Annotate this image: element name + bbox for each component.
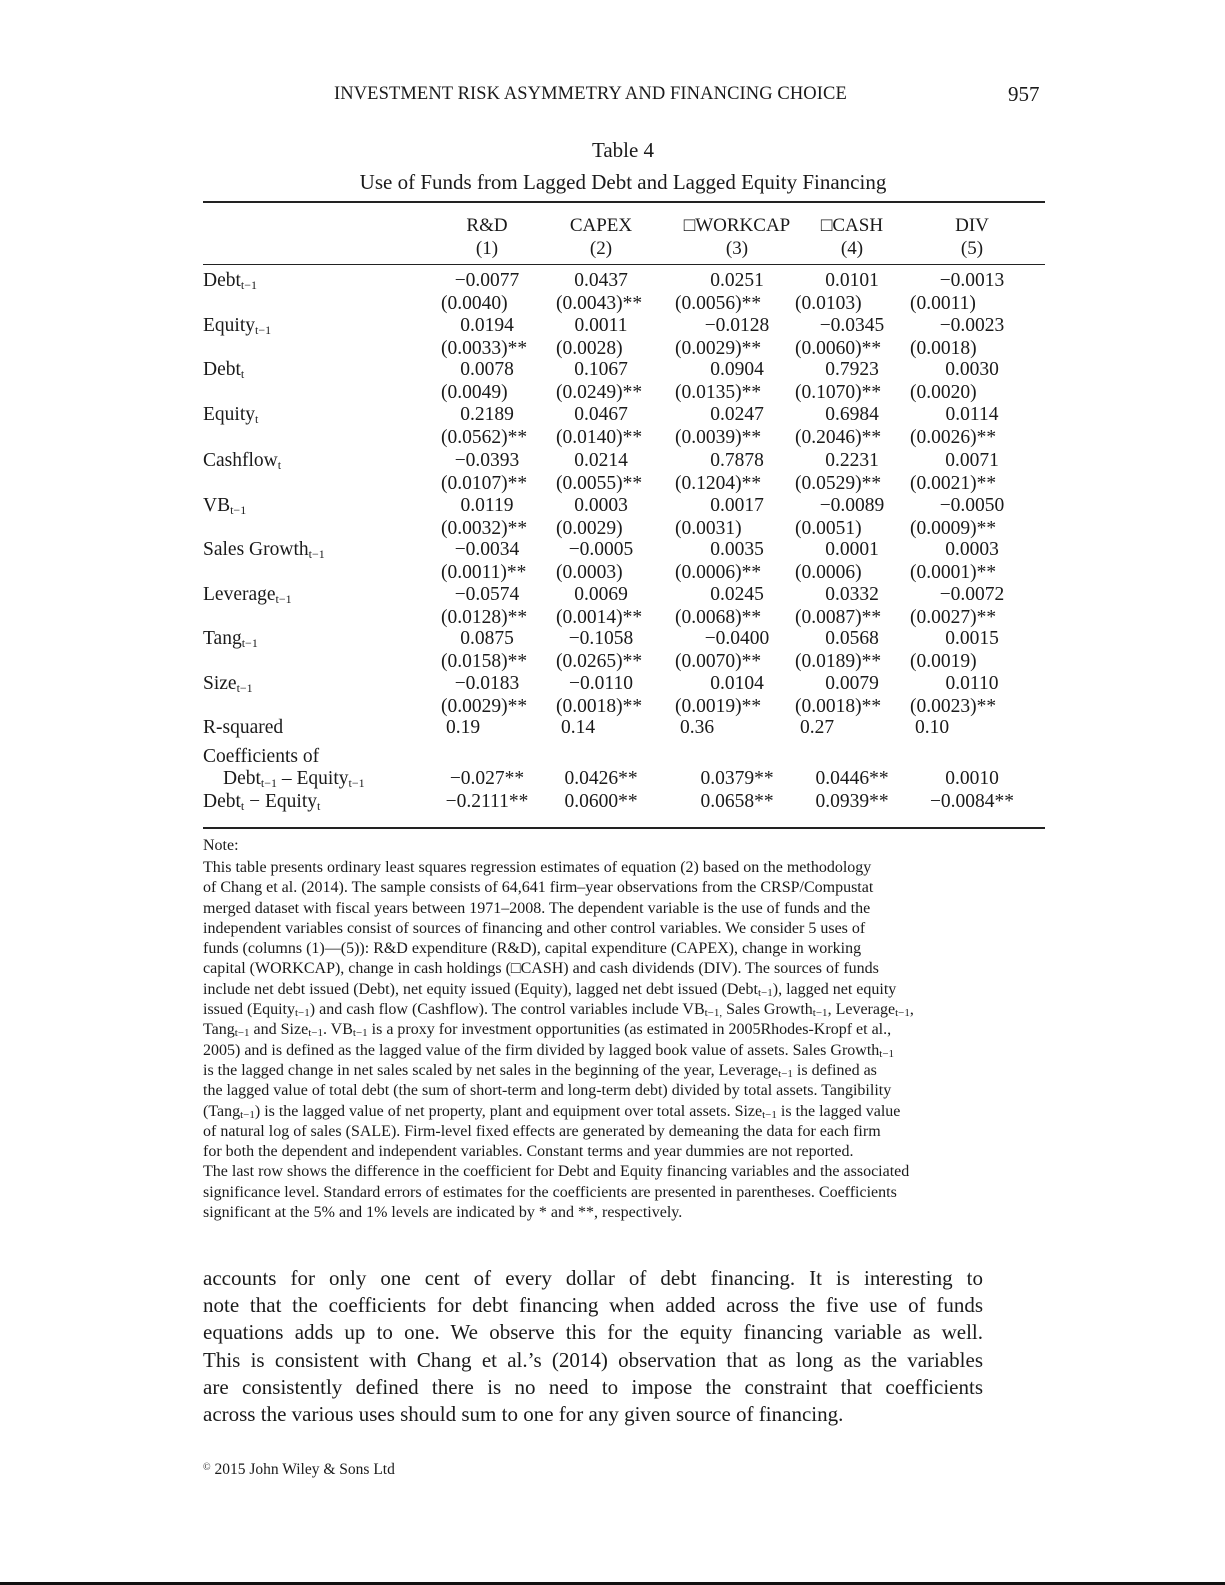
body-paragraph	[203, 1265, 983, 1428]
row-label: Sales Growth$_{t-1}$	[203, 539, 325, 561]
std-error-cell: (0.0018)**	[795, 696, 882, 717]
note-line: is the lagged change in net sales scaled by net sales in the beginning of the year, Leverage$_{t-1}$ is defined as	[203, 1061, 877, 1080]
diff-lagged-row-label: Debt$_{t-1}$ – Equity$_{t-1}$	[223, 768, 365, 790]
std-error-cell: (0.0562)**	[441, 427, 528, 448]
row-label: Cashflow$_t$	[203, 450, 282, 472]
subscript: t−1	[895, 1007, 910, 1020]
coefficient-cell: 0.6984	[825, 404, 879, 425]
coefficient-cell: 0.0568	[825, 628, 879, 649]
column-number: (5)	[960, 238, 984, 259]
note-line: significance level. Standard errors of estimates for the coefficients are presented in parentheses. Coefficients	[203, 1183, 897, 1201]
note-line: (Tang$_{t-1}$) is the lagged value of net property, plant and equipment over total assets. Size$_{t-1}$ is the lagged value	[203, 1102, 901, 1121]
note-line: significant at the 5% and 1% levels are indicated by * and **, respectively.	[203, 1204, 683, 1222]
std-error-cell: (0.0021)**	[910, 473, 997, 494]
diff-lagged-row-cell: 0.0379**	[700, 768, 774, 789]
coefficient-cell: 0.0875	[460, 628, 514, 649]
note-line: This table presents ordinary least squares regression estimates of equation (2) based on the methodology	[203, 859, 872, 876]
coefficients-of-label: Coefficients of	[203, 746, 320, 767]
table-bottom-rule	[203, 827, 1045, 829]
std-error-cell: (0.0158)**	[441, 651, 528, 672]
coefficient-cell: 0.2189	[460, 404, 514, 425]
std-error-cell: (0.0027)**	[910, 607, 997, 628]
diff-current-row-cell: 0.0939**	[815, 791, 889, 812]
std-error-cell: (0.0028)	[556, 338, 623, 359]
coefficient-cell: −0.0183	[454, 673, 520, 694]
coefficient-cell: 0.1067	[574, 359, 628, 380]
coefficient-cell: 0.0904	[710, 359, 764, 380]
std-error-cell: (0.0029)	[556, 518, 623, 539]
copyright-footer	[203, 1461, 395, 1479]
diff-current-row-cell: −0.0084**	[929, 791, 1015, 812]
note-line: for both the dependent and independent variables. Constant terms and year dummies are not reported.	[203, 1143, 854, 1161]
std-error-cell: (0.0140)**	[556, 427, 643, 448]
subscript: t−1	[260, 776, 278, 790]
diff-current-row-label: Debt$_t$ − Equity$_t$	[203, 791, 321, 813]
coefficient-cell: 0.0437	[574, 270, 628, 291]
std-error-cell: (0.0006)**	[675, 562, 762, 583]
note-line: capital (WORKCAP), change in cash holdings (□CASH) and cash dividends (DIV). The sources of funds	[203, 960, 879, 978]
coefficient-cell: 0.0003	[574, 495, 628, 516]
std-error-cell: (0.0023)**	[910, 696, 997, 717]
column-header	[902, 214, 1042, 260]
std-error-cell: (0.0265)**	[556, 651, 643, 672]
std-error-cell: (0.0087)**	[795, 607, 882, 628]
table-top-rule	[203, 201, 1045, 203]
row-label-subscript: t−1	[236, 681, 253, 695]
coefficient-cell: −0.0072	[939, 584, 1005, 605]
subscript: t−1	[762, 1108, 777, 1121]
coefficient-cell: 0.0030	[945, 359, 999, 380]
row-label-subscript: t−1	[255, 323, 272, 337]
diff-lagged-row-cell: 0.0446**	[815, 768, 889, 789]
coefficient-cell: −0.0034	[454, 539, 520, 560]
subscript: t−1,	[704, 1007, 723, 1020]
diff-lagged-row-cell: −0.027**	[449, 768, 525, 789]
row-label-subscript: t−1	[241, 636, 258, 650]
row-label: Tang$_{t-1}$	[203, 628, 258, 650]
body-line: are consistently defined there is no need to impose the constraint that coefficients	[203, 1374, 983, 1399]
note-line: merged dataset with fiscal years between 1971–2008. The dependent variable is the use of funds and the	[203, 899, 871, 917]
row-label: Equity$_{t-1}$	[203, 315, 272, 337]
coefficient-cell: −0.0574	[454, 584, 520, 605]
subscript: t−1	[757, 986, 773, 999]
coefficient-cell: 0.0214	[574, 450, 628, 471]
std-error-cell: (0.0019)**	[675, 696, 762, 717]
body-line: note that the coefficients for debt financing when added across the five use of funds	[203, 1293, 983, 1318]
copyright-symbol: ©	[203, 1462, 211, 1473]
std-error-cell: (0.0020)	[910, 382, 977, 403]
coefficient-cell: 0.0011	[574, 315, 628, 336]
row-label: Equity$_t$	[203, 404, 259, 426]
running-header	[0, 84, 1225, 110]
std-error-cell: (0.0018)	[910, 338, 977, 359]
std-error-cell: (0.0019)	[910, 651, 977, 672]
std-error-cell: (0.0032)**	[441, 518, 528, 539]
table-number: Table 4	[591, 138, 655, 162]
coefficient-cell: −0.0345	[819, 315, 885, 336]
subscript: t−1	[240, 1108, 255, 1121]
body-line: across the various uses should sum to one for any given source of financing.	[203, 1401, 844, 1426]
r-squared-cell: 0.10	[915, 717, 950, 738]
std-error-cell: (0.0006)	[795, 562, 862, 583]
column-name: □WORKCAP	[683, 215, 791, 236]
coefficient-cell: −0.0005	[568, 539, 634, 560]
coefficient-cell: 0.0069	[574, 584, 628, 605]
subscript: t−1	[778, 1067, 793, 1080]
column-header	[782, 214, 922, 260]
std-error-cell: (0.0070)**	[675, 651, 762, 672]
std-error-cell: (0.0011)**	[441, 562, 527, 583]
note-line: independent variables consist of sources of financing and other control variables. We consider 5 uses of	[203, 919, 866, 937]
row-label-subscript: t	[277, 458, 282, 472]
note-line: Tang$_{t-1}$ and Size$_{t-1}$. $VB_{t-1}$ is a proxy for investment opportunities (as estimated in 2005Rhodes-Kropf et al.,	[203, 1021, 892, 1040]
row-label: Debt$_t$	[203, 359, 245, 381]
note-line: of natural log of sales (SALE). Firm-level fixed effects are generated by demeaning the data for each firm	[203, 1122, 881, 1140]
table-note	[203, 858, 1003, 1223]
coefficient-cell: −0.0128	[704, 315, 770, 336]
row-label-subscript: t−1	[230, 503, 247, 517]
column-name: DIV	[955, 215, 989, 236]
std-error-cell: (0.0033)**	[441, 338, 528, 359]
std-error-cell: (0.0103)	[795, 293, 862, 314]
r-squared-cell: 0.36	[680, 717, 715, 738]
std-error-cell: (0.0029)**	[675, 338, 762, 359]
row-label-subscript: t−1	[308, 547, 325, 561]
std-error-cell: (0.0055)**	[556, 473, 643, 494]
std-error-cell: (0.0128)**	[441, 607, 528, 628]
row-label-subscript: t−1	[275, 592, 292, 606]
std-error-cell: (0.0039)**	[675, 427, 762, 448]
std-error-cell: (0.0249)**	[556, 382, 643, 403]
coefficient-cell: 0.0015	[945, 628, 999, 649]
running-title: INVESTMENT RISK ASYMMETRY AND FINANCING CHOICE	[334, 84, 847, 104]
coefficient-cell: −0.0400	[704, 628, 770, 649]
std-error-cell: (0.0001)**	[910, 562, 997, 583]
std-error-cell: (0.0026)**	[910, 427, 997, 448]
coefficient-cell: 0.0104	[710, 673, 764, 694]
r-squared-cell: 0.19	[446, 717, 481, 738]
coefficient-cell: 0.7923	[825, 359, 879, 380]
subscript: t−1	[812, 1007, 828, 1020]
coefficient-cell: 0.0332	[825, 584, 879, 605]
coefficient-cell: −0.1058	[568, 628, 634, 649]
coefficient-cell: −0.0089	[819, 495, 885, 516]
std-error-cell: (0.0051)	[795, 518, 862, 539]
std-error-cell: (0.0009)**	[910, 518, 997, 539]
coefficient-cell: 0.0245	[710, 584, 764, 605]
row-label-subscript: t	[240, 367, 245, 381]
column-number: (3)	[725, 238, 749, 259]
coefficient-cell: 0.0194	[460, 315, 514, 336]
row-label: Leverage$_{t-1}$	[203, 584, 292, 606]
diff-current-row-cell: 0.0600**	[564, 791, 638, 812]
note-line: issued (Equity$_{t-1}$) and cash flow (Cashflow). The control variables include $VB_{t-1,}$ Sales Growth$_{t-1}$, Leverage$_{t-1}$,	[203, 1001, 914, 1020]
coefficient-cell: −0.0013	[939, 270, 1005, 291]
std-error-cell: (0.0135)**	[675, 382, 762, 403]
coefficient-cell: −0.0110	[569, 673, 633, 694]
subscript: t−1	[352, 1027, 368, 1040]
coefficient-cell: −0.0023	[939, 315, 1005, 336]
std-error-cell: (0.0031)	[675, 518, 742, 539]
coefficient-cell: −0.0393	[454, 450, 520, 471]
note-line: The last row shows the difference in the coefficient for Debt and Equity financing variables and the associated	[203, 1163, 910, 1181]
body-line: accounts for only one cent of every dollar of debt financing. It is interesting to	[203, 1266, 983, 1290]
coefficient-cell: −0.0077	[454, 270, 520, 291]
coefficient-cell: 0.2231	[825, 450, 879, 471]
diff-current-row-cell: 0.0658**	[700, 791, 774, 812]
note-line: of Chang et al. (2014). The sample consists of 64,641 firm–year observations from the CRSP/Compustat	[203, 879, 874, 897]
std-error-cell: (0.0056)**	[675, 293, 762, 314]
coefficient-cell: −0.0050	[939, 495, 1005, 516]
std-error-cell: (0.0043)**	[556, 293, 643, 314]
r-squared-cell: 0.14	[561, 717, 596, 738]
table-header-rule	[203, 264, 1045, 265]
r-squared-cell: 0.27	[800, 717, 835, 738]
column-name: □CASH	[820, 215, 884, 236]
std-error-cell: (0.0011)	[910, 293, 976, 314]
coefficient-cell: 0.0101	[825, 270, 879, 291]
std-error-cell: (0.1204)**	[675, 473, 762, 494]
diff-lagged-row-cell: 0.0426**	[564, 768, 638, 789]
r-squared-label: R-squared	[203, 717, 284, 738]
row-label: Debt$_{t-1}$	[203, 270, 258, 292]
subscript: t−1	[308, 1027, 323, 1040]
column-header	[531, 214, 671, 260]
std-error-cell: (0.0029)**	[441, 696, 528, 717]
column-number: (4)	[840, 238, 864, 259]
column-name: R&D	[466, 215, 508, 236]
std-error-cell: (0.0018)**	[556, 696, 643, 717]
std-error-cell: (0.0014)**	[556, 607, 643, 628]
std-error-cell: (0.0049)	[441, 382, 508, 403]
coefficient-cell: 0.0247	[710, 404, 764, 425]
row-label-subscript: t	[255, 412, 259, 426]
std-error-cell: (0.0040)	[441, 293, 508, 314]
coefficient-cell: 0.0035	[710, 539, 764, 560]
coefficient-cell: 0.0110	[945, 673, 999, 694]
coefficient-cell: 0.0003	[945, 539, 999, 560]
std-error-cell: (0.0068)**	[675, 607, 762, 628]
note-line: include net debt issued (Debt), net equity issued (Equity), lagged net debt issued (Debt$_{t-1}$), lagged net equity	[203, 980, 897, 999]
row-label: $VB_{t-1}$	[203, 495, 247, 517]
coefficient-cell: 0.0114	[945, 404, 999, 425]
table-title: Use of Funds from Lagged Debt and Lagged Equity Financing	[359, 170, 887, 194]
coefficient-cell: 0.0119	[460, 495, 514, 516]
coefficient-cell: 0.0467	[574, 404, 628, 425]
subscript: t−1	[295, 1007, 310, 1020]
subscript: t	[240, 799, 245, 813]
row-label: Size$_{t-1}$	[203, 673, 253, 695]
std-error-cell: (0.0189)**	[795, 651, 882, 672]
subscript: t−1	[879, 1047, 895, 1060]
std-error-cell: (0.0107)**	[441, 473, 528, 494]
body-line: This is consistent with Chang et al.’s (2014) observation that as long as the variables	[203, 1347, 983, 1372]
coefficient-cell: 0.0001	[825, 539, 879, 560]
std-error-cell: (0.0529)**	[795, 473, 882, 494]
note-line: 2005) and is defined as the lagged value of the firm divided by lagged book value of assets. Sales Growth$_{t-1}$	[203, 1041, 895, 1060]
std-error-cell: (0.2046)**	[795, 427, 882, 448]
diff-current-row-cell: −0.2111**	[445, 791, 529, 812]
body-line: equations adds up to one. We observe this for the equity financing variable as well.	[203, 1320, 983, 1345]
subscript: t	[317, 799, 321, 813]
copyright-text: 2015 John Wiley & Sons Ltd	[214, 1461, 395, 1478]
coefficient-cell: 0.0017	[710, 495, 764, 516]
std-error-cell: (0.0060)**	[795, 338, 882, 359]
coefficient-cell: 0.0079	[825, 673, 879, 694]
column-number: (1)	[475, 238, 499, 259]
subscript: t−1	[348, 776, 365, 790]
coefficient-cell: 0.7878	[710, 450, 764, 471]
note-line: funds (columns (1)—(5)): R&D expenditure (R&D), capital expenditure (CAPEX), change in working	[203, 940, 862, 958]
page-number: 957	[1008, 82, 1040, 106]
subscript: t−1	[234, 1027, 250, 1040]
row-label-subscript: t−1	[240, 278, 258, 292]
note-line: the lagged value of total debt (the sum of short-term and long-term debt) divided by total assets. Tangibility	[203, 1082, 892, 1100]
std-error-cell: (0.0003)	[556, 562, 623, 583]
coefficient-cell: 0.0078	[460, 359, 514, 380]
column-name: CAPEX	[569, 215, 633, 236]
coefficient-cell: 0.0071	[945, 450, 999, 471]
column-number: (2)	[589, 238, 613, 259]
note-label: Note:	[203, 837, 239, 854]
std-error-cell: (0.1070)**	[795, 382, 882, 403]
coefficient-cell: 0.0251	[710, 270, 764, 291]
diff-lagged-row-cell: 0.0010	[945, 768, 999, 789]
